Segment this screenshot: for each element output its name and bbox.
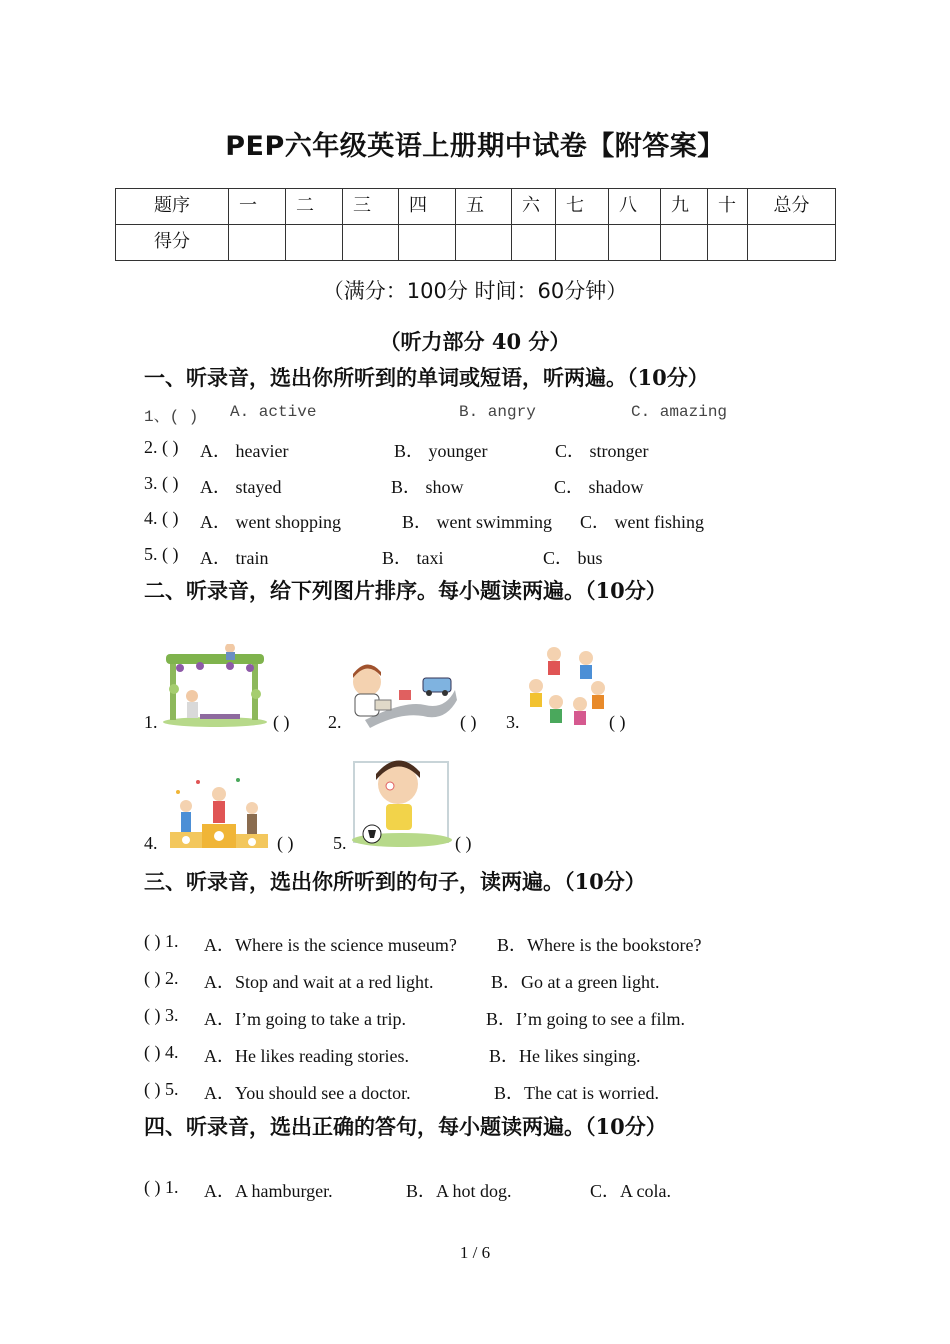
page-number: 1 / 6	[459, 1243, 491, 1262]
s1-q1-number: 1、( )	[144, 408, 199, 426]
page-title: PEP六年级英语上册期中试卷【附答案】	[225, 131, 725, 162]
score-input-cell[interactable]	[512, 225, 556, 261]
score-input-cell[interactable]	[661, 225, 708, 261]
score-cell: 总分	[748, 189, 836, 225]
s1-q3-number: 3. ( )	[144, 473, 179, 493]
score-cell: 五	[456, 189, 512, 225]
s1-q2-option-a[interactable]: A． heavier	[200, 441, 289, 461]
s1-q5-option-c[interactable]: C． bus	[543, 548, 603, 568]
score-table-header-row	[116, 189, 836, 225]
s3-q4-option-b[interactable]: B．He likes singing.	[489, 1046, 641, 1066]
score-cell: 一	[229, 189, 286, 225]
s1-q5-number: 5. ( )	[144, 544, 179, 564]
s2-label-4: 4.	[144, 833, 158, 853]
s1-q3-option-b[interactable]: B． show	[391, 477, 464, 497]
s3-q3-option-b[interactable]: B．I’m going to see a film.	[486, 1009, 685, 1029]
s3-q3-option-a[interactable]: A．I’m going to take a trip.	[204, 1009, 406, 1029]
section2-heading: 二、听录音，给下列图片排序。每小题读两遍。（10分）	[144, 578, 667, 603]
s4-q1-option-c[interactable]: C．A cola.	[590, 1181, 671, 1201]
s3-q1-option-b[interactable]: B．Where is the bookstore?	[497, 935, 702, 955]
score-cell: 八	[609, 189, 661, 225]
s1-q5-option-b[interactable]: B． taxi	[382, 548, 444, 568]
score-input-cell[interactable]	[343, 225, 399, 261]
s4-q1-option-a[interactable]: A．A hamburger.	[204, 1181, 333, 1201]
grape-arbor-illustration	[160, 644, 270, 728]
score-cell: 二	[286, 189, 343, 225]
s2-label-3: 3.	[506, 712, 520, 732]
s3-q2-option-a[interactable]: A．Stop and wait at a red light.	[204, 972, 434, 992]
score-cell: 四	[399, 189, 456, 225]
score-table-score-row	[116, 225, 836, 261]
s3-q5-option-b[interactable]: B．The cat is worried.	[494, 1083, 659, 1103]
s1-q1-option-b[interactable]: B. angry	[459, 403, 536, 421]
s1-q1-option-a[interactable]: A. active	[230, 403, 317, 421]
score-input-cell[interactable]	[748, 225, 836, 261]
s2-answer-bracket-2[interactable]: ( )	[460, 712, 477, 732]
score-input-cell[interactable]	[399, 225, 456, 261]
score-input-cell[interactable]	[456, 225, 512, 261]
s1-q4-option-b[interactable]: B． went swimming	[402, 512, 553, 532]
score-input-cell[interactable]	[556, 225, 609, 261]
s3-q4-number: ( ) 4.	[144, 1042, 179, 1062]
score-cell: 三	[343, 189, 399, 225]
s4-q1-option-b[interactable]: B．A hot dog.	[406, 1181, 512, 1201]
section4-heading: 四、听录音，选出正确的答句，每小题读两遍。（10分）	[144, 1114, 667, 1139]
exam-info: （满分：100分 时间：60分钟）	[322, 279, 628, 303]
score-cell: 题序	[116, 189, 229, 225]
score-table	[115, 188, 836, 261]
s1-q3-option-a[interactable]: A． stayed	[200, 477, 282, 497]
score-cell: 九	[661, 189, 708, 225]
s3-q5-option-a[interactable]: A．You should see a doctor.	[204, 1083, 411, 1103]
s3-q4-option-a[interactable]: A．He likes reading stories.	[204, 1046, 409, 1066]
s1-q2-option-b[interactable]: B． younger	[394, 441, 488, 461]
s1-q4-option-c[interactable]: C． went fishing	[580, 512, 704, 532]
s3-q2-number: ( ) 2.	[144, 968, 179, 988]
man-with-map-and-bus-illustration	[345, 660, 457, 730]
section3-heading: 三、听录音，选出你所听到的句子，读两遍。（10分）	[144, 869, 646, 894]
s2-answer-bracket-1[interactable]: ( )	[273, 712, 290, 732]
s3-q2-option-b[interactable]: B．Go at a green light.	[491, 972, 660, 992]
s3-q5-number: ( ) 5.	[144, 1079, 179, 1099]
s2-answer-bracket-3[interactable]: ( )	[609, 712, 626, 732]
s2-answer-bracket-4[interactable]: ( )	[277, 833, 294, 853]
s2-label-5: 5.	[333, 833, 347, 853]
s3-q1-option-a[interactable]: A．Where is the science museum?	[204, 935, 457, 955]
s1-q4-option-a[interactable]: A． went shopping	[200, 512, 341, 532]
s1-q2-number: 2. ( )	[144, 437, 179, 457]
s1-q1-option-c[interactable]: C. amazing	[631, 403, 728, 421]
score-cell: 七	[556, 189, 609, 225]
s1-q5-option-a[interactable]: A． train	[200, 548, 269, 568]
score-input-cell[interactable]	[286, 225, 343, 261]
s2-answer-bracket-5[interactable]: ( )	[455, 833, 472, 853]
s1-q3-option-c[interactable]: C． shadow	[554, 477, 644, 497]
s1-q2-option-c[interactable]: C． stronger	[555, 441, 649, 461]
s4-q1-number: ( ) 1.	[144, 1177, 179, 1197]
score-cell: 六	[512, 189, 556, 225]
section1-heading: 一、听录音，选出你所听到的单词或短语，听两遍。（10分）	[144, 365, 709, 390]
score-input-cell[interactable]	[609, 225, 661, 261]
listening-part-heading: （听力部分 40 分）	[379, 329, 571, 354]
children-dancing-illustration	[524, 644, 610, 726]
score-cell: 十	[708, 189, 748, 225]
score-row-label: 得分	[116, 225, 229, 261]
s3-q1-number: ( ) 1.	[144, 931, 179, 951]
injured-boy-with-football-illustration	[350, 756, 452, 848]
s2-label-2: 2.	[328, 712, 342, 732]
score-input-cell[interactable]	[229, 225, 286, 261]
s2-label-1: 1.	[144, 712, 158, 732]
score-input-cell[interactable]	[708, 225, 748, 261]
s3-q3-number: ( ) 3.	[144, 1005, 179, 1025]
s1-q4-number: 4. ( )	[144, 508, 179, 528]
winners-podium-illustration	[168, 772, 270, 850]
